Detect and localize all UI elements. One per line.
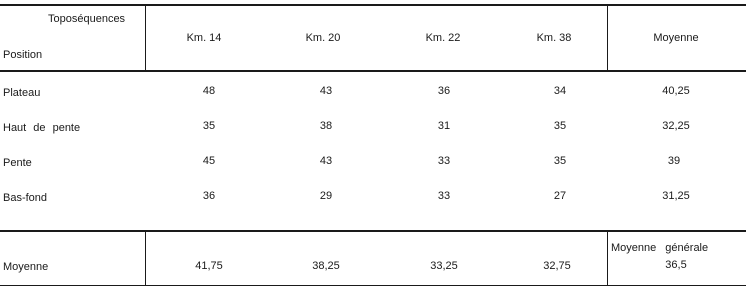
rule-col-left-footer — [145, 230, 146, 286]
rule-col-right-footer — [607, 230, 608, 286]
table-cell: 33 — [437, 155, 451, 167]
table-cell: 32,25 — [662, 120, 690, 132]
column-header: Km. 20 — [305, 32, 341, 44]
table-cell: 27 — [553, 190, 567, 202]
table-cell: 43 — [319, 155, 333, 167]
table-cell: 45 — [202, 155, 216, 167]
table-cell: 31,25 — [662, 190, 690, 202]
rule-top — [0, 4, 746, 6]
table-cell: 36 — [202, 190, 216, 202]
table-cell: 29 — [319, 190, 333, 202]
table-cell: 39 — [667, 155, 681, 167]
column-header: Km. 38 — [536, 32, 572, 44]
footer-cell: 38,25 — [312, 260, 340, 272]
row-label: Pente — [3, 157, 32, 169]
column-header: Km. 22 — [425, 32, 461, 44]
table-cell: 31 — [437, 120, 451, 132]
footer-cell: 41,75 — [195, 260, 223, 272]
general-average-label: Moyenne générale — [611, 242, 709, 254]
footer-label: Moyenne — [3, 261, 49, 273]
rule-col-right-header — [607, 4, 608, 72]
table-cell: 33 — [437, 190, 451, 202]
footer-cell: 33,25 — [430, 260, 458, 272]
table-cell: 35 — [553, 120, 567, 132]
table-cell: 36 — [437, 85, 451, 97]
table-cell: 40,25 — [662, 85, 690, 97]
rule-col-left-header — [145, 4, 146, 72]
table-cell: 38 — [319, 120, 333, 132]
rule-footer-top — [0, 230, 746, 232]
corner-label-toposequences: Toposéquences — [48, 13, 126, 25]
column-header: Moyenne — [653, 32, 699, 44]
row-label: Haut de pente — [3, 122, 81, 134]
row-label: Plateau — [3, 87, 41, 99]
footer-cell: 32,75 — [543, 260, 571, 272]
corner-label-position: Position — [3, 49, 43, 61]
table-cell: 35 — [553, 155, 567, 167]
table-cell: 43 — [319, 85, 333, 97]
row-label: Bas-fond — [3, 192, 48, 204]
general-average-value: 36,5 — [665, 259, 687, 271]
table-cell: 35 — [202, 120, 216, 132]
column-header: Km. 14 — [186, 32, 222, 44]
table-cell: 48 — [202, 85, 216, 97]
table-cell: 34 — [553, 85, 567, 97]
rule-bottom — [0, 285, 746, 286]
rule-header-bottom — [0, 70, 746, 72]
